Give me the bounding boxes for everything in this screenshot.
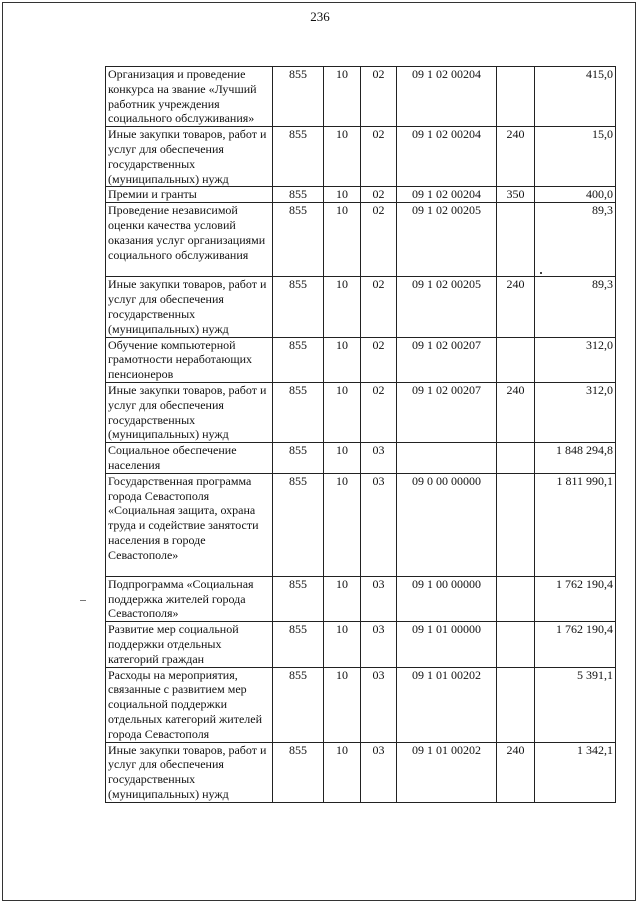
- section-code-cell: 10: [324, 667, 361, 742]
- target-article-cell: 09 1 01 00202: [397, 667, 497, 742]
- item-name-cell: Иные закупки товаров, работ и услуг для обеспечения государственных (муниципальных) нужд: [106, 742, 273, 802]
- table-row: [106, 382, 616, 442]
- subsection-code-cell: 02: [361, 337, 397, 382]
- expense-type-cell: 240: [497, 742, 535, 802]
- section-code-cell: 10: [324, 127, 361, 187]
- table-row: [106, 576, 616, 621]
- expense-type-cell: 350: [497, 187, 535, 203]
- table-row: [106, 622, 616, 667]
- amount-cell: 5 391,1: [535, 667, 616, 742]
- amount-cell: 312,0: [535, 382, 616, 442]
- target-article-cell: 09 1 01 00202: [397, 742, 497, 802]
- subsection-code-cell: 03: [361, 576, 397, 621]
- table-row: [106, 742, 616, 802]
- target-article-cell: 09 1 00 00000: [397, 576, 497, 621]
- ministry-code-cell: 855: [273, 473, 324, 576]
- target-article-cell: 09 1 02 00204: [397, 127, 497, 187]
- target-article-cell: 09 1 02 00205: [397, 203, 497, 277]
- section-code-cell: 10: [324, 443, 361, 474]
- amount-cell: 89,3: [535, 277, 616, 337]
- expense-type-cell: [497, 67, 535, 127]
- subsection-code-cell: 02: [361, 382, 397, 442]
- section-code-cell: 10: [324, 742, 361, 802]
- target-article-cell: 09 1 02 00207: [397, 382, 497, 442]
- expense-type-cell: 240: [497, 382, 535, 442]
- expense-type-cell: [497, 203, 535, 277]
- ministry-code-cell: 855: [273, 742, 324, 802]
- subsection-code-cell: 02: [361, 127, 397, 187]
- subsection-code-cell: 02: [361, 187, 397, 203]
- item-name-cell: Социальное обеспечение населения: [106, 443, 273, 474]
- ministry-code-cell: 855: [273, 337, 324, 382]
- subsection-code-cell: 02: [361, 67, 397, 127]
- item-name-cell: Премии и гранты: [106, 187, 273, 203]
- subsection-code-cell: 03: [361, 473, 397, 576]
- ministry-code-cell: 855: [273, 203, 324, 277]
- ministry-code-cell: 855: [273, 443, 324, 474]
- expense-type-cell: [497, 667, 535, 742]
- amount-cell: 89,3: [535, 203, 616, 277]
- amount-cell: 15,0: [535, 127, 616, 187]
- margin-mark: [80, 600, 86, 601]
- ministry-code-cell: 855: [273, 622, 324, 667]
- target-article-cell: [397, 443, 497, 474]
- expense-type-cell: 240: [497, 127, 535, 187]
- item-name-cell: Иные закупки товаров, работ и услуг для обеспечения государственных (муниципальных) нужд: [106, 382, 273, 442]
- expense-type-cell: 240: [497, 277, 535, 337]
- target-article-cell: 09 1 02 00207: [397, 337, 497, 382]
- subsection-code-cell: 03: [361, 742, 397, 802]
- target-article-cell: 09 1 02 00205: [397, 277, 497, 337]
- section-code-cell: 10: [324, 337, 361, 382]
- target-article-cell: 09 1 02 00204: [397, 67, 497, 127]
- item-name-cell: Государственная программа города Севастополя «Социальная защита, охрана труда и содействие занятости населения в городе Севастополе»: [106, 473, 273, 576]
- item-name-cell: Иные закупки товаров, работ и услуг для обеспечения государственных (муниципальных) нужд: [106, 127, 273, 187]
- amount-cell: 1 811 990,1: [535, 473, 616, 576]
- subsection-code-cell: 03: [361, 443, 397, 474]
- subsection-code-cell: 02: [361, 277, 397, 337]
- ministry-code-cell: 855: [273, 277, 324, 337]
- amount-cell: 312,0: [535, 337, 616, 382]
- ministry-code-cell: 855: [273, 67, 324, 127]
- item-name-cell: Обучение компьютерной грамотности неработающих пенсионеров: [106, 337, 273, 382]
- subsection-code-cell: 02: [361, 203, 397, 277]
- amount-cell: 1 848 294,8: [535, 443, 616, 474]
- section-code-cell: 10: [324, 576, 361, 621]
- section-code-cell: 10: [324, 67, 361, 127]
- target-article-cell: 09 0 00 00000: [397, 473, 497, 576]
- item-name-cell: Проведение независимой оценки качества условий оказания услуг организациями социального обслуживания: [106, 203, 273, 277]
- amount-cell: 1 762 190,4: [535, 622, 616, 667]
- amount-cell: 400,0: [535, 187, 616, 203]
- ministry-code-cell: 855: [273, 127, 324, 187]
- expense-type-cell: [497, 337, 535, 382]
- section-code-cell: 10: [324, 382, 361, 442]
- section-code-cell: 10: [324, 473, 361, 576]
- item-name-cell: Иные закупки товаров, работ и услуг для обеспечения государственных (муниципальных) нужд: [106, 277, 273, 337]
- expense-type-cell: [497, 473, 535, 576]
- expense-type-cell: [497, 576, 535, 621]
- item-name-cell: Организация и проведение конкурса на звание «Лучший работник учреждения социального обслуживания»: [106, 67, 273, 127]
- section-code-cell: 10: [324, 203, 361, 277]
- page-number: 236: [310, 9, 330, 24]
- section-code-cell: 10: [324, 622, 361, 667]
- item-name-cell: Развитие мер социальной поддержки отдельных категорий граждан: [106, 622, 273, 667]
- budget-table: [105, 66, 616, 803]
- ministry-code-cell: 855: [273, 667, 324, 742]
- amount-cell: 1 762 190,4: [535, 576, 616, 621]
- amount-cell: 415,0: [535, 67, 616, 127]
- table-row: [106, 443, 616, 474]
- table-row: [106, 667, 616, 742]
- ministry-code-cell: 855: [273, 382, 324, 442]
- expense-type-cell: [497, 622, 535, 667]
- section-code-cell: 10: [324, 277, 361, 337]
- table-row: [106, 473, 616, 576]
- item-name-cell: Подпрограмма «Социальная поддержка жителей города Севастополя»: [106, 576, 273, 621]
- table-row: [106, 337, 616, 382]
- table-row: [106, 277, 616, 337]
- table-row: [106, 187, 616, 203]
- subsection-code-cell: 03: [361, 667, 397, 742]
- ministry-code-cell: 855: [273, 576, 324, 621]
- expense-type-cell: [497, 443, 535, 474]
- budget-table-body: [106, 67, 616, 803]
- target-article-cell: 09 1 02 00204: [397, 187, 497, 203]
- table-row: [106, 127, 616, 187]
- table-row: [106, 67, 616, 127]
- subsection-code-cell: 03: [361, 622, 397, 667]
- section-code-cell: 10: [324, 187, 361, 203]
- item-name-cell: Расходы на мероприятия, связанные с развитием мер социальной поддержки отдельных категорий жителей города Севастополя: [106, 667, 273, 742]
- target-article-cell: 09 1 01 00000: [397, 622, 497, 667]
- ministry-code-cell: 855: [273, 187, 324, 203]
- amount-cell: 1 342,1: [535, 742, 616, 802]
- table-row: [106, 203, 616, 277]
